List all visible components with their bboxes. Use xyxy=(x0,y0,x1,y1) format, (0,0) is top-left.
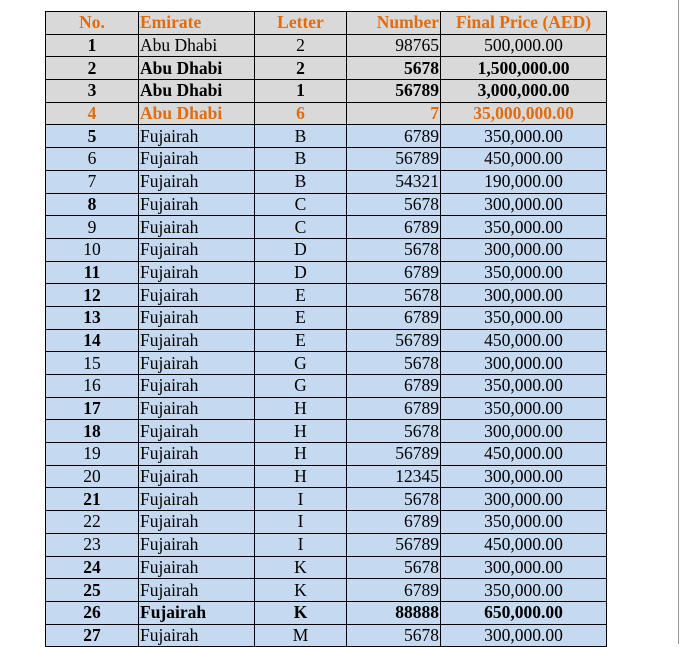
cell-emirate[interactable]: Fujairah xyxy=(139,443,255,466)
cell-emirate[interactable]: Fujairah xyxy=(139,261,255,284)
cell-number[interactable]: 6789 xyxy=(347,375,441,398)
cell-no[interactable]: 17 xyxy=(46,397,139,420)
cell-number[interactable]: 6789 xyxy=(347,216,441,239)
cell-no[interactable]: 2 xyxy=(46,57,139,80)
table-row xyxy=(46,511,607,534)
cell-no[interactable]: 11 xyxy=(46,261,139,284)
cell-number[interactable]: 12345 xyxy=(347,465,441,488)
cell-no[interactable]: 12 xyxy=(46,284,139,307)
table-row xyxy=(46,352,607,375)
cell-emirate[interactable]: Abu Dhabi xyxy=(139,102,255,125)
cell-final-price[interactable]: 450,000.00 xyxy=(441,533,607,556)
table-row xyxy=(46,148,607,171)
cell-letter[interactable]: C xyxy=(255,216,347,239)
window-edge xyxy=(678,0,679,644)
cell-letter[interactable]: B xyxy=(255,170,347,193)
cell-no[interactable]: 19 xyxy=(46,443,139,466)
cell-number[interactable]: 6789 xyxy=(347,306,441,329)
cell-emirate[interactable]: Fujairah xyxy=(139,601,255,624)
cell-number[interactable]: 56789 xyxy=(347,80,441,103)
cell-final-price[interactable]: 500,000.00 xyxy=(441,34,607,57)
cell-final-price[interactable]: 450,000.00 xyxy=(441,148,607,171)
table-row xyxy=(46,284,607,307)
cell-no[interactable]: 13 xyxy=(46,306,139,329)
cell-number[interactable]: 56789 xyxy=(347,148,441,171)
cell-number[interactable]: 98765 xyxy=(347,34,441,57)
cell-letter[interactable]: K xyxy=(255,579,347,602)
cell-emirate[interactable]: Fujairah xyxy=(139,284,255,307)
table-row xyxy=(46,125,607,148)
table-row xyxy=(46,375,607,398)
cell-emirate[interactable]: Fujairah xyxy=(139,125,255,148)
table-row xyxy=(46,579,607,602)
cell-emirate[interactable]: Fujairah xyxy=(139,170,255,193)
table-row xyxy=(46,57,607,80)
cell-emirate[interactable]: Fujairah xyxy=(139,397,255,420)
table-row xyxy=(46,533,607,556)
plates-price-table xyxy=(45,11,607,647)
cell-number[interactable]: 5678 xyxy=(347,284,441,307)
cell-number[interactable]: 5678 xyxy=(347,556,441,579)
table-row xyxy=(46,80,607,103)
cell-final-price[interactable]: 650,000.00 xyxy=(441,601,607,624)
cell-letter[interactable]: I xyxy=(255,488,347,511)
table-body xyxy=(46,34,607,647)
cell-final-price[interactable]: 300,000.00 xyxy=(441,556,607,579)
header-emirate[interactable]: Emirate xyxy=(139,12,255,35)
cell-emirate[interactable]: Fujairah xyxy=(139,329,255,352)
cell-letter[interactable]: B xyxy=(255,148,347,171)
cell-final-price[interactable]: 350,000.00 xyxy=(441,125,607,148)
cell-final-price[interactable]: 350,000.00 xyxy=(441,216,607,239)
cell-emirate[interactable]: Fujairah xyxy=(139,465,255,488)
cell-emirate[interactable]: Fujairah xyxy=(139,511,255,534)
cell-no[interactable]: 15 xyxy=(46,352,139,375)
cell-no[interactable]: 16 xyxy=(46,375,139,398)
cell-number[interactable]: 6789 xyxy=(347,397,441,420)
cell-number[interactable]: 6789 xyxy=(347,511,441,534)
cell-emirate[interactable]: Fujairah xyxy=(139,579,255,602)
table-row xyxy=(46,465,607,488)
cell-final-price[interactable]: 350,000.00 xyxy=(441,261,607,284)
cell-letter[interactable]: G xyxy=(255,375,347,398)
table-row xyxy=(46,216,607,239)
cell-final-price[interactable]: 35,000,000.00 xyxy=(441,102,607,125)
cell-no[interactable]: 7 xyxy=(46,170,139,193)
cell-final-price[interactable]: 350,000.00 xyxy=(441,579,607,602)
cell-no[interactable]: 18 xyxy=(46,420,139,443)
cell-letter[interactable]: H xyxy=(255,397,347,420)
cell-no[interactable]: 25 xyxy=(46,579,139,602)
header-number[interactable]: Number xyxy=(347,12,441,35)
cell-no[interactable]: 20 xyxy=(46,465,139,488)
cell-number[interactable]: 5678 xyxy=(347,624,441,647)
cell-emirate[interactable]: Fujairah xyxy=(139,148,255,171)
cell-letter[interactable]: E xyxy=(255,284,347,307)
cell-letter[interactable]: B xyxy=(255,125,347,148)
table-row xyxy=(46,34,607,57)
cell-no[interactable]: 3 xyxy=(46,80,139,103)
table-row xyxy=(46,443,607,466)
cell-letter[interactable]: M xyxy=(255,624,347,647)
cell-emirate[interactable]: Fujairah xyxy=(139,556,255,579)
table-row xyxy=(46,329,607,352)
cell-letter[interactable]: D xyxy=(255,238,347,261)
cell-emirate[interactable]: Fujairah xyxy=(139,420,255,443)
cell-number[interactable]: 5678 xyxy=(347,420,441,443)
cell-final-price[interactable]: 300,000.00 xyxy=(441,420,607,443)
cell-final-price[interactable]: 350,000.00 xyxy=(441,375,607,398)
cell-letter[interactable]: K xyxy=(255,556,347,579)
cell-emirate[interactable]: Abu Dhabi xyxy=(139,80,255,103)
cell-final-price[interactable]: 300,000.00 xyxy=(441,193,607,216)
cell-no[interactable]: 27 xyxy=(46,624,139,647)
cell-final-price[interactable]: 450,000.00 xyxy=(441,443,607,466)
cell-no[interactable]: 22 xyxy=(46,511,139,534)
cell-letter[interactable]: G xyxy=(255,352,347,375)
cell-final-price[interactable]: 350,000.00 xyxy=(441,511,607,534)
cell-emirate[interactable]: Abu Dhabi xyxy=(139,57,255,80)
cell-emirate[interactable]: Fujairah xyxy=(139,488,255,511)
table-row xyxy=(46,193,607,216)
table-row xyxy=(46,397,607,420)
table-row xyxy=(46,306,607,329)
table-row xyxy=(46,556,607,579)
header-row xyxy=(46,12,607,35)
cell-no[interactable]: 24 xyxy=(46,556,139,579)
cell-emirate[interactable]: Fujairah xyxy=(139,533,255,556)
cell-letter[interactable]: 6 xyxy=(255,102,347,125)
cell-letter[interactable]: E xyxy=(255,306,347,329)
cell-no[interactable]: 23 xyxy=(46,533,139,556)
cell-number[interactable]: 5678 xyxy=(347,238,441,261)
cell-emirate[interactable]: Fujairah xyxy=(139,624,255,647)
cell-no[interactable]: 9 xyxy=(46,216,139,239)
cell-letter[interactable]: 2 xyxy=(255,57,347,80)
header-no[interactable]: No. xyxy=(46,12,139,35)
cell-letter[interactable]: H xyxy=(255,465,347,488)
cell-no[interactable]: 26 xyxy=(46,601,139,624)
cell-final-price[interactable]: 300,000.00 xyxy=(441,284,607,307)
cell-number[interactable]: 6789 xyxy=(347,579,441,602)
table-row xyxy=(46,102,607,125)
cell-final-price[interactable]: 350,000.00 xyxy=(441,397,607,420)
cell-emirate[interactable]: Fujairah xyxy=(139,238,255,261)
cell-number[interactable]: 54321 xyxy=(347,170,441,193)
cell-letter[interactable]: C xyxy=(255,193,347,216)
cell-letter[interactable]: D xyxy=(255,261,347,284)
cell-number[interactable]: 7 xyxy=(347,102,441,125)
cell-emirate[interactable]: Fujairah xyxy=(139,306,255,329)
cell-number[interactable]: 56789 xyxy=(347,533,441,556)
cell-no[interactable]: 6 xyxy=(46,148,139,171)
cell-final-price[interactable]: 300,000.00 xyxy=(441,352,607,375)
cell-letter[interactable]: H xyxy=(255,443,347,466)
cell-final-price[interactable]: 350,000.00 xyxy=(441,306,607,329)
table-row xyxy=(46,238,607,261)
cell-number[interactable]: 5678 xyxy=(347,57,441,80)
cell-final-price[interactable]: 190,000.00 xyxy=(441,170,607,193)
cell-final-price[interactable]: 300,000.00 xyxy=(441,465,607,488)
cell-emirate[interactable]: Fujairah xyxy=(139,193,255,216)
cell-number[interactable]: 56789 xyxy=(347,329,441,352)
table-row xyxy=(46,488,607,511)
cell-emirate[interactable]: Fujairah xyxy=(139,216,255,239)
cell-final-price[interactable]: 450,000.00 xyxy=(441,329,607,352)
cell-letter[interactable]: I xyxy=(255,511,347,534)
table-row xyxy=(46,170,607,193)
cell-no[interactable]: 1 xyxy=(46,34,139,57)
cell-letter[interactable]: 1 xyxy=(255,80,347,103)
cell-number[interactable]: 6789 xyxy=(347,261,441,284)
cell-number[interactable]: 5678 xyxy=(347,352,441,375)
cell-letter[interactable]: E xyxy=(255,329,347,352)
table-row xyxy=(46,420,607,443)
cell-final-price[interactable]: 3,000,000.00 xyxy=(441,80,607,103)
cell-letter[interactable]: 2 xyxy=(255,34,347,57)
cell-number[interactable]: 5678 xyxy=(347,193,441,216)
cell-number[interactable]: 56789 xyxy=(347,443,441,466)
cell-number[interactable]: 6789 xyxy=(347,125,441,148)
cell-final-price[interactable]: 300,000.00 xyxy=(441,488,607,511)
cell-number[interactable]: 5678 xyxy=(347,488,441,511)
cell-emirate[interactable]: Fujairah xyxy=(139,352,255,375)
cell-emirate[interactable]: Fujairah xyxy=(139,375,255,398)
table-row xyxy=(46,261,607,284)
cell-no[interactable]: 21 xyxy=(46,488,139,511)
cell-number[interactable]: 88888 xyxy=(347,601,441,624)
table-row xyxy=(46,624,607,647)
cell-no[interactable]: 5 xyxy=(46,125,139,148)
cell-letter[interactable]: K xyxy=(255,601,347,624)
cell-letter[interactable]: I xyxy=(255,533,347,556)
header-final-price[interactable]: Final Price (AED) xyxy=(441,12,607,35)
cell-final-price[interactable]: 300,000.00 xyxy=(441,238,607,261)
cell-no[interactable]: 4 xyxy=(46,102,139,125)
cell-final-price[interactable]: 1,500,000.00 xyxy=(441,57,607,80)
cell-emirate[interactable]: Abu Dhabi xyxy=(139,34,255,57)
cell-no[interactable]: 14 xyxy=(46,329,139,352)
cell-no[interactable]: 10 xyxy=(46,238,139,261)
table-row xyxy=(46,601,607,624)
header-letter[interactable]: Letter xyxy=(255,12,347,35)
cell-final-price[interactable]: 300,000.00 xyxy=(441,624,607,647)
cell-no[interactable]: 8 xyxy=(46,193,139,216)
cell-letter[interactable]: H xyxy=(255,420,347,443)
